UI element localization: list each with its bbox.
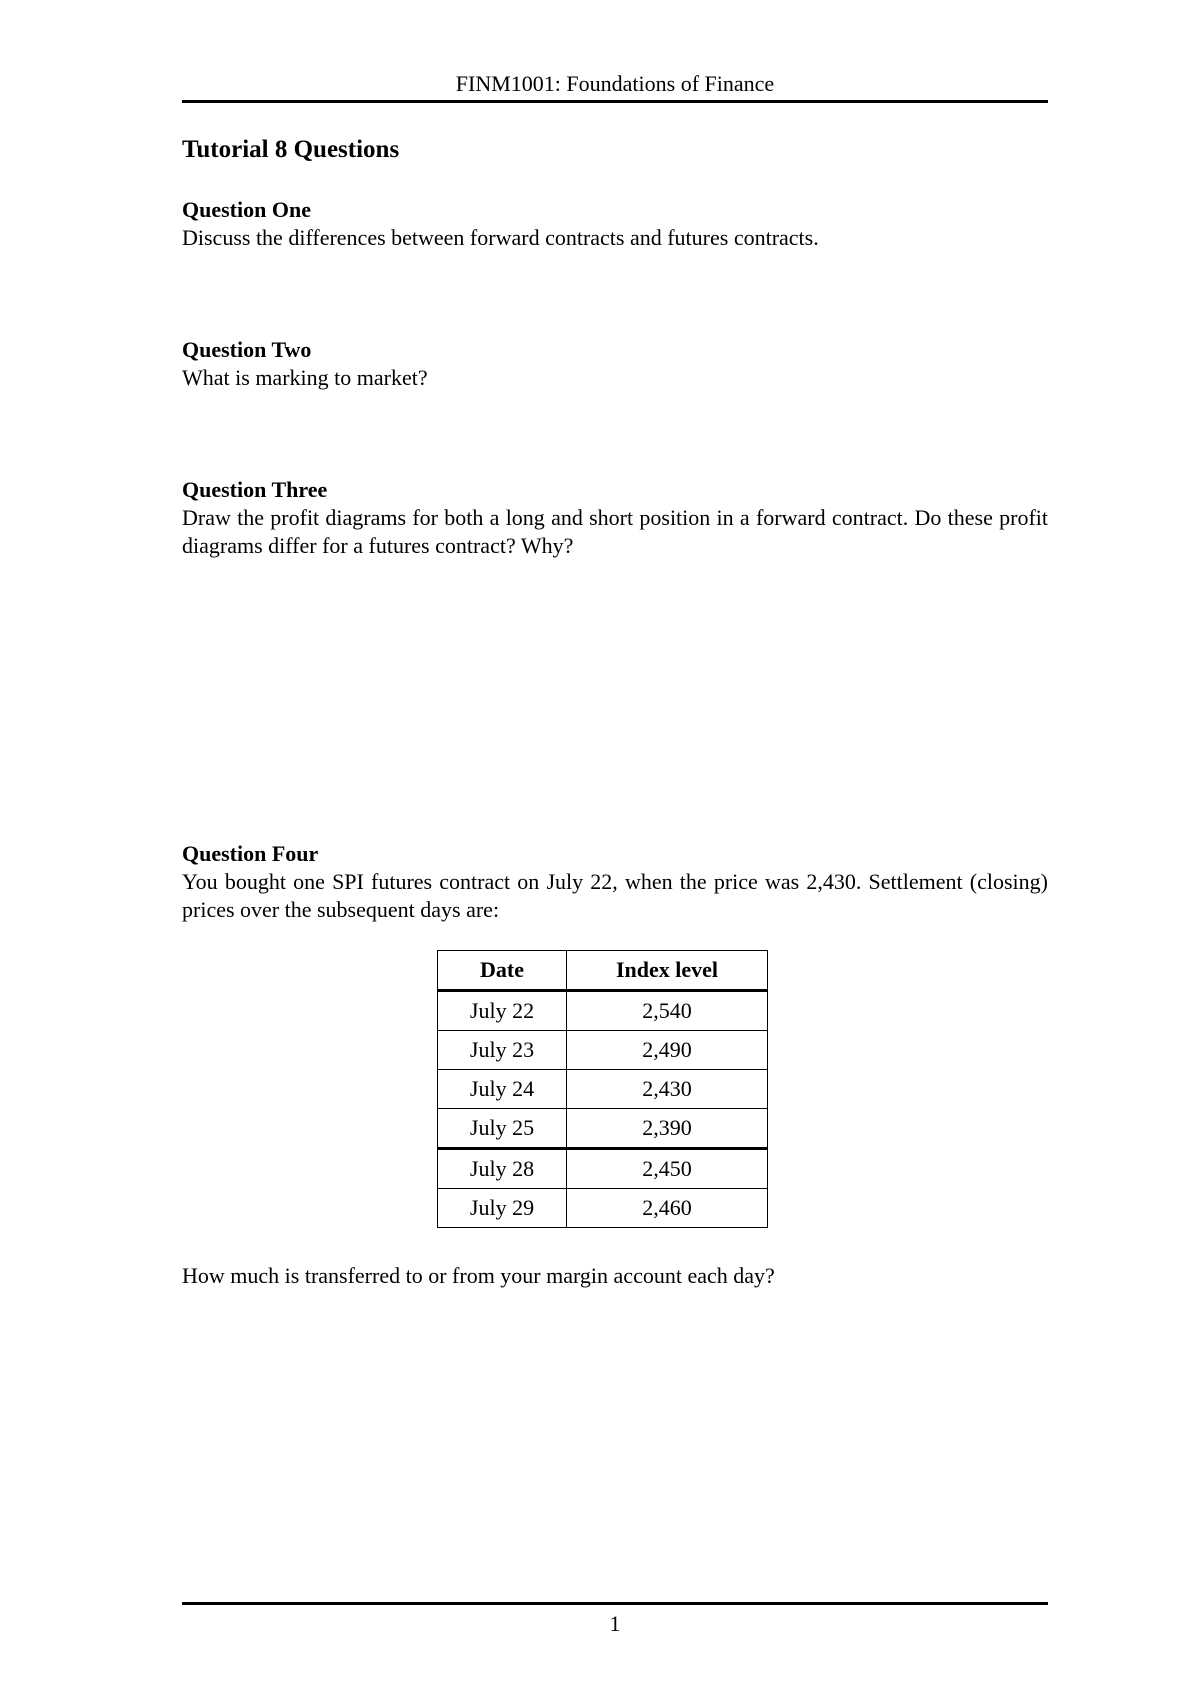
table-header-row: [438, 951, 768, 991]
question-heading: Question Two: [182, 337, 312, 362]
footer-rule: [182, 1602, 1048, 1605]
table-row: [438, 991, 768, 1031]
question-heading: Question Four: [182, 841, 319, 866]
question-heading: Question Three: [182, 477, 328, 502]
date-cell: July 23: [438, 1031, 567, 1070]
table-row: [438, 1189, 768, 1228]
table-row: [438, 1149, 768, 1189]
question-text: Draw the profit diagrams for both a long and short position in a forward contract. Do these profit diagrams differ for a futures contract? Why?: [182, 505, 1048, 558]
index-level-cell: 2,540: [567, 991, 768, 1031]
index-level-cell: 2,490: [567, 1031, 768, 1070]
column-header-index-level: Index level: [567, 951, 768, 991]
date-cell: July 29: [438, 1189, 567, 1228]
followup-question: How much is transferred to or from your margin account each day?: [182, 1263, 775, 1288]
question-heading: Question One: [182, 197, 311, 222]
date-cell: July 25: [438, 1109, 567, 1149]
page-number: 1: [609, 1611, 621, 1636]
question-one: [182, 196, 1048, 252]
date-cell: July 28: [438, 1149, 567, 1189]
running-header: FINM1001: Foundations of Finance: [455, 71, 775, 96]
index-level-cell: 2,450: [567, 1149, 768, 1189]
table-row: [438, 1070, 768, 1109]
table-row: [438, 1031, 768, 1070]
index-level-cell: 2,430: [567, 1070, 768, 1109]
document-page: [182, 0, 1048, 1698]
question-text: Discuss the differences between forward contracts and futures contracts.: [182, 225, 819, 250]
table-row: [438, 1109, 768, 1149]
question-two: [182, 336, 1048, 392]
document-title: Tutorial 8 Questions: [182, 136, 400, 163]
question-four: [182, 840, 1048, 924]
index-level-cell: 2,390: [567, 1109, 768, 1149]
question-three: [182, 476, 1048, 560]
date-cell: July 22: [438, 991, 567, 1031]
header-rule: [182, 100, 1048, 103]
settlement-price-table: [437, 950, 768, 1228]
date-cell: July 24: [438, 1070, 567, 1109]
question-text: You bought one SPI futures contract on July 22, when the price was 2,430. Settlement (closing) prices over the subsequent days are:: [182, 869, 1048, 922]
column-header-date: Date: [438, 951, 567, 991]
index-level-cell: 2,460: [567, 1189, 768, 1228]
question-text: What is marking to market?: [182, 365, 428, 390]
